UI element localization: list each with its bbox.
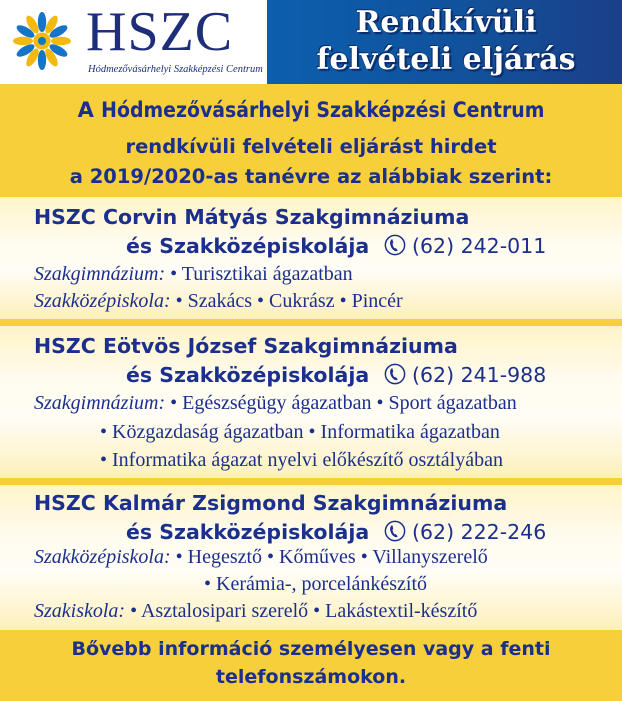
footer-banner [0,630,622,701]
program-text: • Informatika ágazat nyelvi előkészítő osztályában [100,449,503,471]
sun-logo-icon [10,9,74,73]
program-label: Szakgimnázium: [34,263,166,285]
phone-icon [384,234,406,256]
logo-text: HSZC [86,1,234,63]
title-line-1: Rendkívüli [355,5,537,40]
program-line [34,290,403,313]
school-phone [384,363,546,387]
phone-icon [384,520,406,542]
header [0,0,622,84]
program-text: • Egészségügy ágazatban • Sport ágazatban [170,392,517,414]
school-name-line-2: és Szakközépiskolája [126,363,370,387]
footer-line-1: Bővebb információ személyesen vagy a fenti [71,638,551,660]
program-line [34,546,488,569]
program-text: • Hegesztő • Kőműves • Villanyszerelő [175,546,488,568]
intro-line-1 [0,98,622,122]
school-phone [384,234,546,258]
school-name-line-2: és Szakközépiskolája [126,234,370,258]
intro-prefix: A [77,98,102,122]
intro-line-3: a 2019/2020-as tanévre az alábbiak szerint: [69,165,553,188]
divider [0,478,622,485]
school-section-kalmar [0,485,622,630]
program-line [100,421,500,444]
program-text: • Közgazdaság ágazatban • Informatika ágazatban [100,421,500,443]
intro-centre-name: Hódmezővásárhelyi Szakképzési Centrum [101,98,545,122]
intro-banner [0,84,622,197]
program-label: Szakközépiskola: [34,290,171,312]
program-text: • Kerámia-, porcelánkészítő [204,573,428,595]
logo-subtitle: Hódmezővásárhelyi Szakképzési Centrum [88,64,263,75]
program-text: • Turisztikai ágazatban [170,263,353,285]
school-phone [384,520,546,544]
program-text: • Szakács • Cukrász • Pincér [175,290,403,312]
footer-line-2: telefonszámokon. [215,666,407,688]
logo [0,0,267,84]
program-label: Szakközépiskola: [34,546,171,568]
school-section-corvin [0,197,622,319]
school-name-line-2: és Szakközépiskolája [126,520,370,544]
page-title [275,4,617,78]
school-name-line-1: HSZC Eötvös József Szakgimnáziuma [34,334,458,358]
intro-line-2: rendkívüli felvételi eljárást hirdet [125,135,497,158]
program-line [34,392,517,415]
phone-number: (62) 241-988 [412,363,547,387]
title-line-2: felvételi eljárás [316,42,576,77]
program-label: Szakgimnázium: [34,392,166,414]
school-section-eotvos [0,326,622,478]
school-name-line-1: HSZC Kalmár Zsigmond Szakgimnáziuma [34,491,508,515]
program-text: • Asztalosipari szerelő • Lakástextil-készítő [130,600,478,622]
program-line [204,573,427,596]
program-label: Szakiskola: [34,600,126,622]
school-name-line-1: HSZC Corvin Mátyás Szakgimnáziuma [34,205,470,229]
program-line [100,449,503,472]
program-line [34,600,477,623]
phone-icon [384,363,406,385]
program-line [34,263,353,286]
phone-number: (62) 242-011 [412,234,547,258]
divider [0,319,622,326]
phone-number: (62) 222-246 [412,520,547,544]
